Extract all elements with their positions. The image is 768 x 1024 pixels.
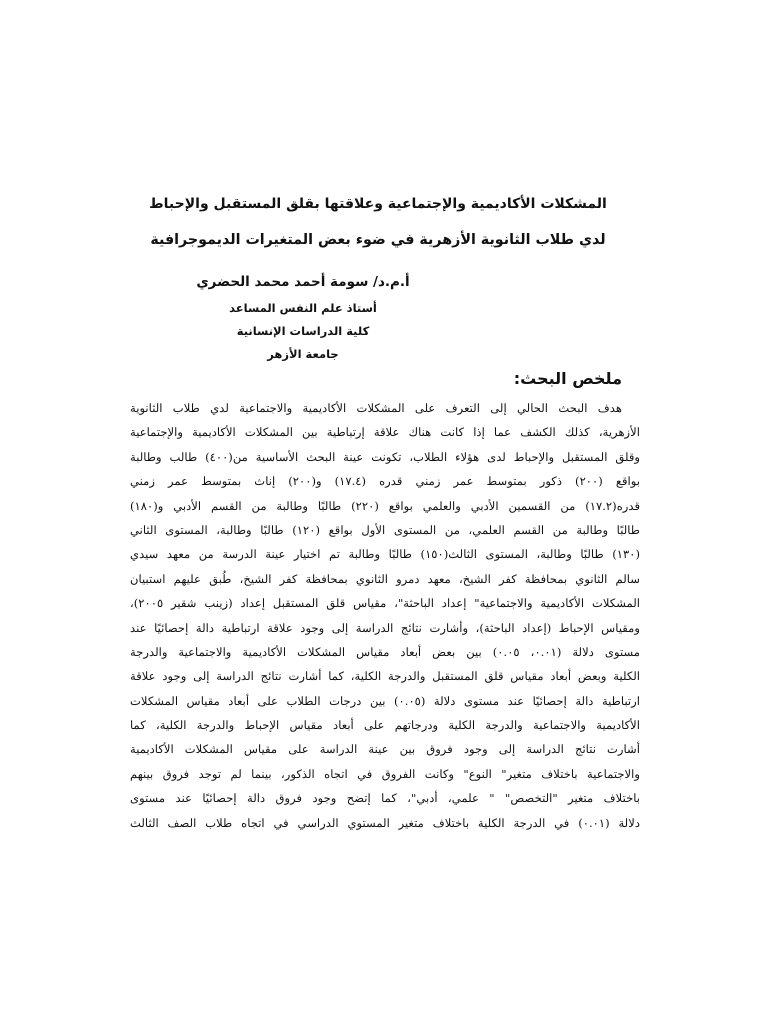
author-position: أستاذ علم النفس المساعد (229, 301, 377, 315)
abstract-line: باختلاف متغير "التخصص" " علمي، أدبي"، كما إتضح وجود فروق دالة إحصائيًا عند مستوى (130, 791, 640, 806)
abstract-line: الأزهرية، كذلك الكشف عما إذا كانت هناك علاقة إرتباطية بين المشكلات الأكاديمية والإجتماعية (130, 425, 640, 440)
abstract-line: مستوى دلالة (٠.٠١، ٠.٠٥) بين بعض أبعاد مقياس المشكلات الأكاديمية والاجتماعية والدرجة (130, 644, 640, 659)
abstract-line: أشارت نتائج الدراسة إلى وجود فروق بين عينة الدراسة على مقياس المشكلات الأكاديمية (130, 742, 640, 757)
abstract-line: قدره(١٧.٢) من القسمين الأدبي والعلمي بواقع (٢٢٠) طالبًا وطالبة من القسم الأدبي و(١٨٠) (130, 498, 640, 513)
author-university: جامعة الأزهر (267, 347, 339, 361)
title-line-2: لدي طلاب الثانوية الأزهرية في ضوء بعض المتغيرات الديموجرافية (150, 232, 606, 248)
abstract-heading: ملخص البحث: (513, 369, 622, 388)
abstract-line: هدف البحث الحالي إلى التعرف على المشكلات الأكاديمية والاجتماعية لدي طلاب الثانوية (130, 401, 622, 415)
author-faculty: كلية الدراسات الإنسانية (236, 324, 370, 338)
abstract-line: والاجتماعية باختلاف متغير" النوع" وكانت الفروق في اتجاه الذكور، بينما لم توجد فروق بينهم (130, 766, 640, 781)
abstract-line: بواقع (٢٠٠) ذكور بمتوسط عمر زمني قدره (١٧.٤) و(٢٠٠) إناث بمتوسط عمر زمني (130, 474, 640, 489)
abstract-line: ارتباطية دالة إحصائيًا عند مستوى دلالة (٠.٠٥) بين درجات الطلاب على أبعاد مقياس المشكلات (130, 693, 640, 708)
abstract-body (130, 396, 640, 835)
abstract-line: المشكلات الأكاديمية والاجتماعية" إعداد الباحثة"، مقياس قلق المستقبل إعداد (زينب شقير ٢٠٠٥)، (130, 596, 640, 611)
abstract-line: (١٣٠) طالبًا وطالبة، المستوى الثالث(١٥٠) طالبًا وطالبة تم اختيار عينة الدرسة من معهد سيدي (130, 547, 640, 562)
abstract-line: الكلية وبعض أبعاد مقياس قلق المستقبل والدرجة الكلية، كما أشارت نتائج الدراسة إلى وجود علاقة (130, 669, 640, 684)
abstract-line: دلالة (٠.٠١) في الدرجة الكلية باختلاف متغير المستوي الدراسي في اتجاه طلاب الصف الثالث (130, 815, 640, 830)
author-info (183, 271, 423, 366)
abstract-line: وقلق المستقبل والإحباط لدى هؤلاء الطلاب، تكونت عينة البحث الأساسية من(٤٠٠) طالب وطالبة (130, 449, 640, 464)
abstract-line: الأكاديمية والاجتماعية والدرجة الكلية ودرجاتهم على أبعاد مقياس الإحباط والدرجة الكلية، كما (130, 718, 640, 733)
title-line-1: المشكلات الأكاديمية والإجتماعية وعلاقتها بقلق المستقبل والإحباط (149, 196, 607, 212)
abstract-line: ومقياس الإحباط (إعداد الباحثة)، وأشارت نتائج الدراسة إلى وجود علاقة ارتباطية دالة إحصائيًا عند (130, 620, 640, 635)
abstract-line: طالبًا وطالبة من القسم العلمي، من المستوى الأول بواقع (١٢٠) طالبًا وطالبة، المستوى الثاني (130, 522, 640, 537)
abstract-line: سالم الثانوي بمحافظة كفر الشيخ، معهد دمرو الثانوي بمحافظة كفر الشيخ، طُبق عليهم استبيان (130, 571, 640, 586)
author-name: أ.م.د/ سومة أحمد محمد الحضري (196, 274, 410, 290)
paper-title (148, 186, 608, 258)
